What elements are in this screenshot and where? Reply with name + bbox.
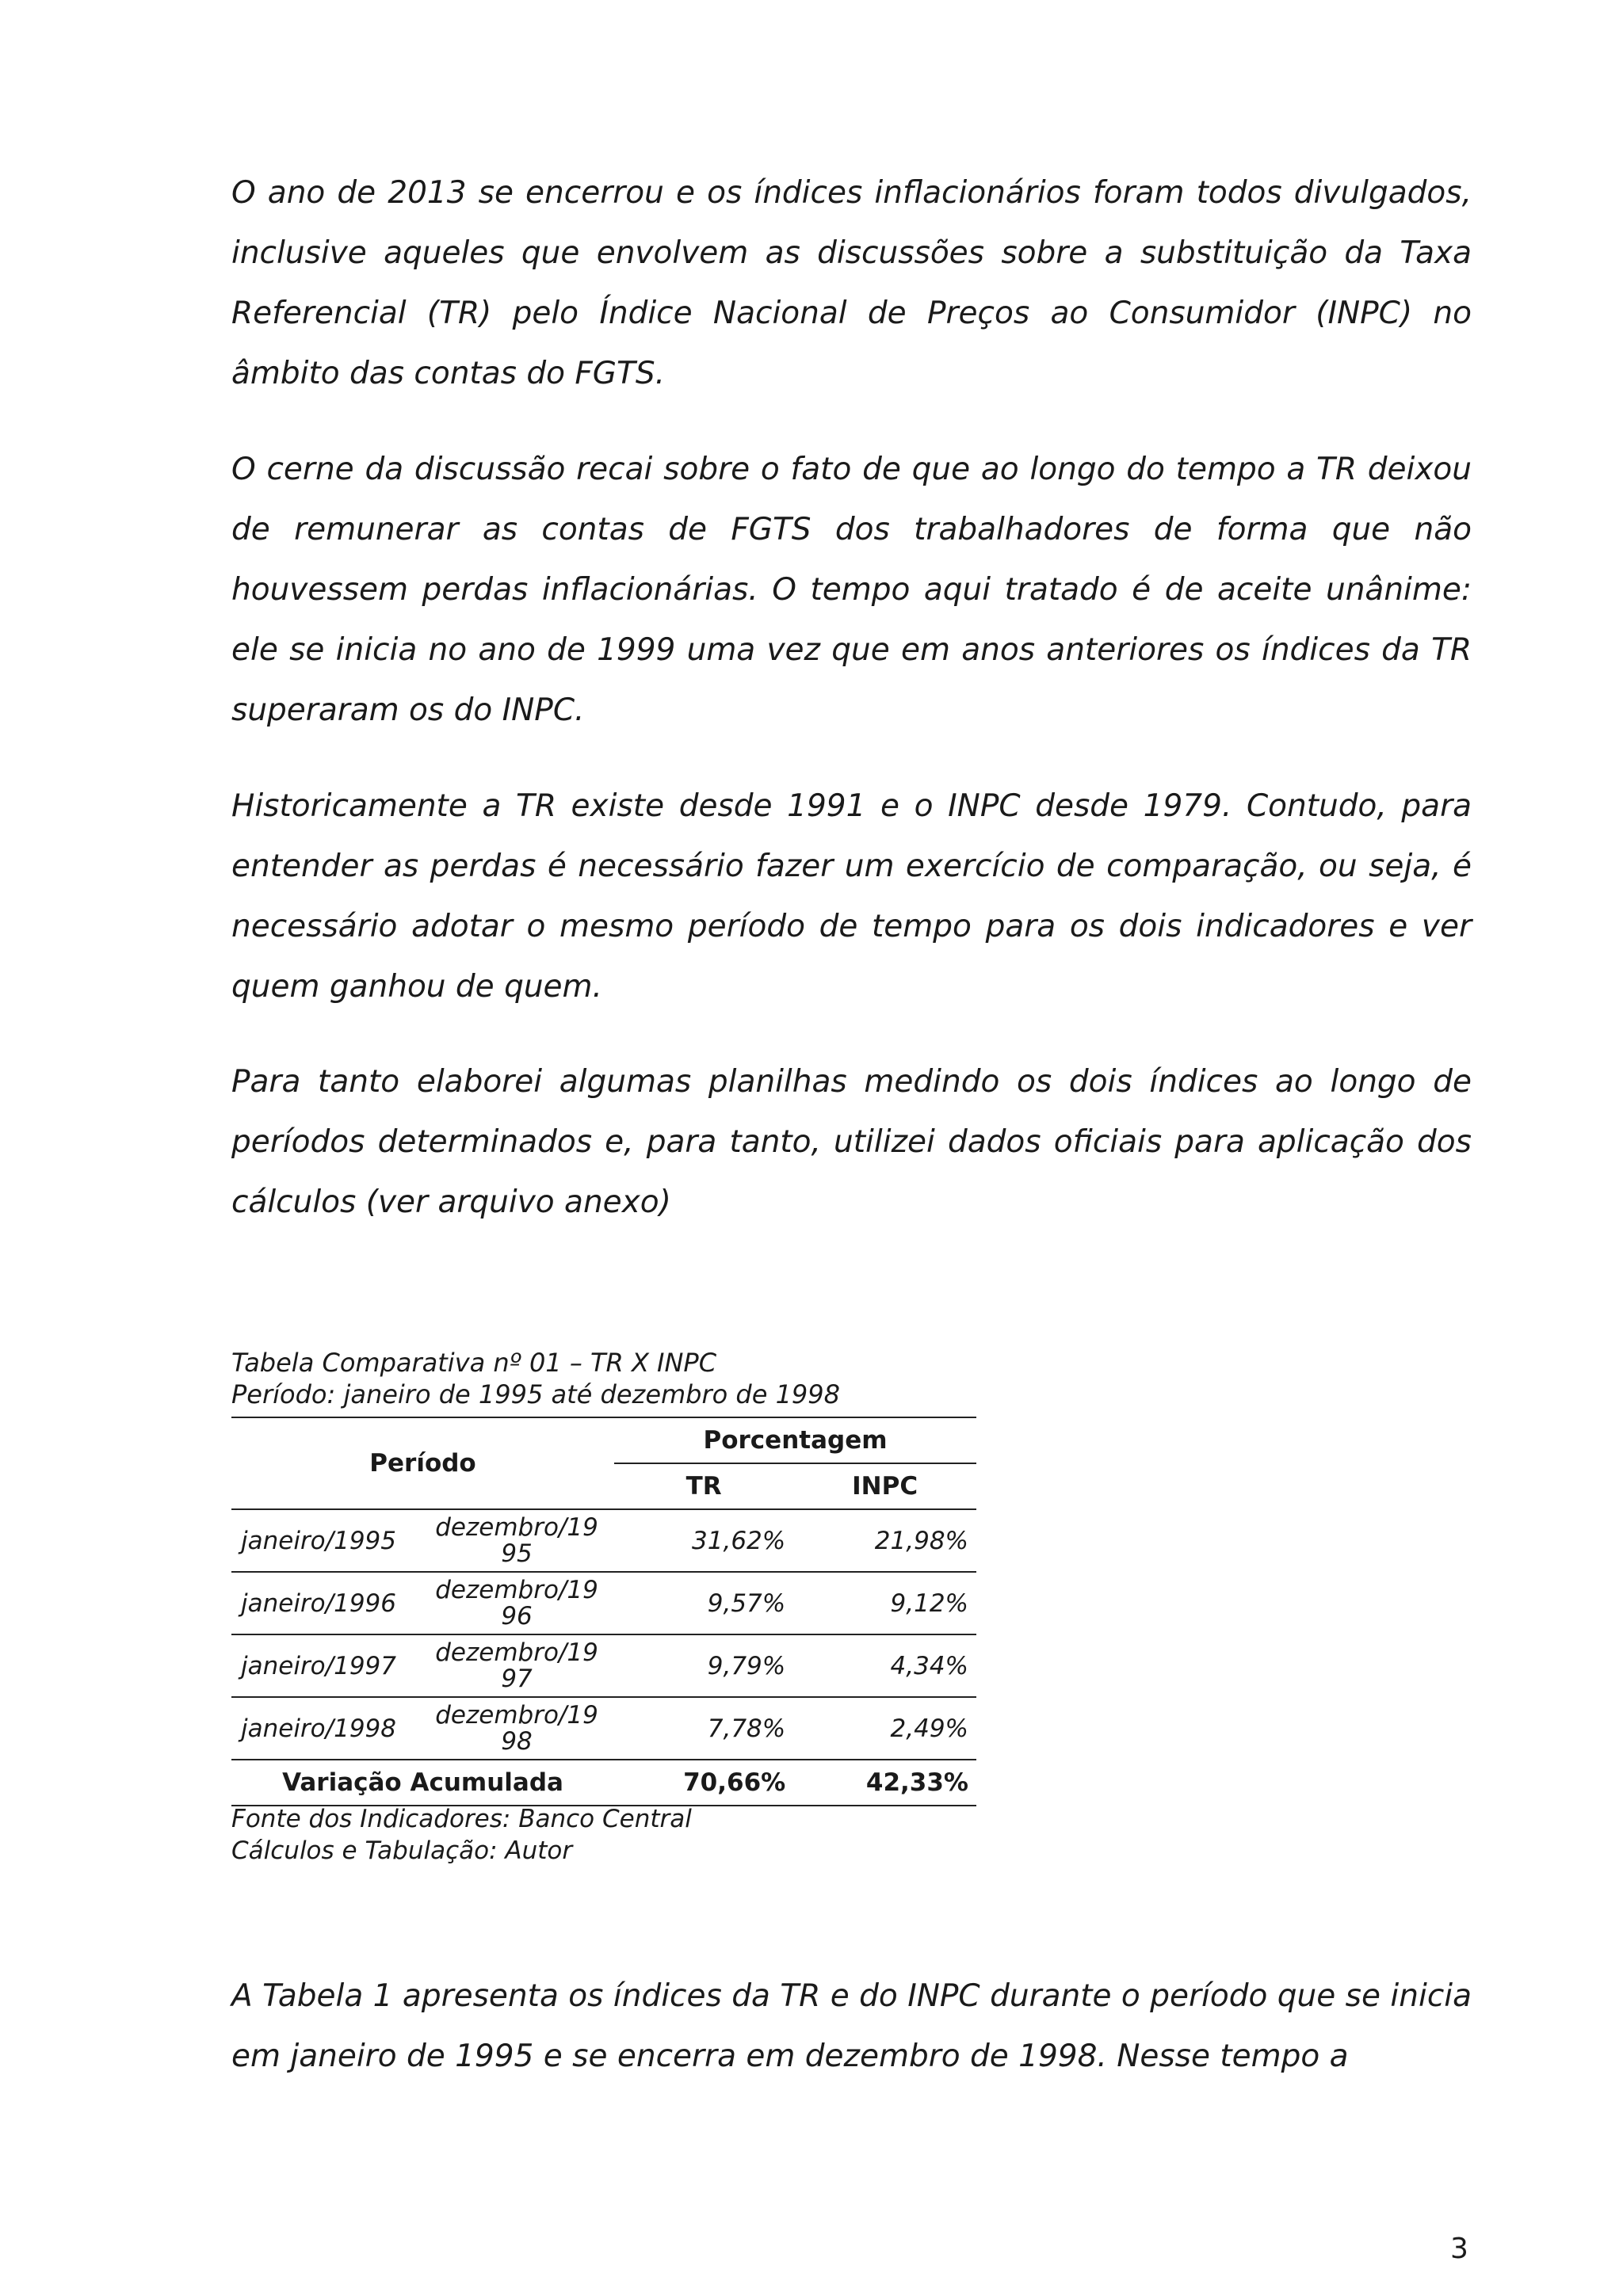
cell-tr: 9,57% <box>614 1572 793 1634</box>
header-percent: Porcentagem <box>614 1417 976 1463</box>
table-caption-period: Período: janeiro de 1995 até dezembro de 1998 <box>231 1379 840 1409</box>
total-tr: 70,66% <box>614 1760 793 1806</box>
cell-start: janeiro/1996 <box>231 1572 419 1634</box>
paragraph-intro: O ano de 2013 se encerrou e os índices inflacionários foram todos divulgados, inclusive aqueles que envolvem as discussões sobre a substituição da Taxa Referencial (TR) pelo Índice Nacional de Preços ao Consumidor (INPC) no âmbito das contas do FGTS. <box>231 175 1472 391</box>
page-number: 3 <box>1450 2233 1468 2265</box>
total-row <box>231 1760 976 1806</box>
cell-end: dezembro/1996 <box>419 1572 614 1634</box>
cell-end: dezembro/1997 <box>419 1634 614 1697</box>
cell-inpc: 2,49% <box>793 1697 976 1760</box>
total-label: Variação Acumulada <box>231 1760 614 1806</box>
cell-end: dezembro/1995 <box>419 1509 614 1572</box>
cell-end: dezembro/1998 <box>419 1697 614 1760</box>
table-row <box>231 1572 976 1634</box>
table-row <box>231 1634 976 1697</box>
header-tr: TR <box>614 1463 793 1509</box>
cell-start: janeiro/1998 <box>231 1697 419 1760</box>
paragraph-table-analysis: A Tabela 1 apresenta os índices da TR e do INPC durante o período que se inicia em janeiro de 1995 e se encerra em dezembro de 1998. Nesse tempo a <box>231 1978 1472 2074</box>
total-inpc: 42,33% <box>793 1760 976 1806</box>
cell-start: janeiro/1995 <box>231 1509 419 1572</box>
cell-tr: 7,78% <box>614 1697 793 1760</box>
table-caption-title: Tabela Comparativa nº 01 – TR X INPC <box>231 1348 717 1378</box>
comparison-table <box>231 1417 976 1806</box>
paragraph-core-discussion: O cerne da discussão recai sobre o fato de que ao longo do tempo a TR deixou de remunerar as contas de FGTS dos trabalhadores de forma que não houvessem perdas inflacionárias. O tempo aqui tratado é de aceite unânime: ele se inicia no ano de 1999 uma vez que em anos anteriores os índices da TR superaram os do INPC. <box>231 452 1472 728</box>
cell-tr: 9,79% <box>614 1634 793 1697</box>
table-calc-note: Cálculos e Tabulação: Autor <box>231 1836 573 1865</box>
table-source-note: Fonte dos Indicadores: Banco Central <box>231 1805 692 1833</box>
header-period: Período <box>231 1417 614 1509</box>
header-inpc: INPC <box>793 1463 976 1509</box>
table-row <box>231 1509 976 1572</box>
cell-start: janeiro/1997 <box>231 1634 419 1697</box>
paragraph-history: Historicamente a TR existe desde 1991 e o INPC desde 1979. Contudo, para entender as perdas é necessário fazer um exercício de comparação, ou seja, é necessário adotar o mesmo período de tempo para os dois indicadores e ver quem ganhou de quem. <box>231 788 1472 1005</box>
cell-inpc: 9,12% <box>793 1572 976 1634</box>
paragraph-spreadsheets: Para tanto elaborei algumas planilhas medindo os dois índices ao longo de períodos determinados e, para tanto, utilizei dados oficiais para aplicação dos cálculos (ver arquivo anexo) <box>231 1064 1472 1220</box>
table-row <box>231 1697 976 1760</box>
cell-tr: 31,62% <box>614 1509 793 1572</box>
cell-inpc: 21,98% <box>793 1509 976 1572</box>
cell-inpc: 4,34% <box>793 1634 976 1697</box>
